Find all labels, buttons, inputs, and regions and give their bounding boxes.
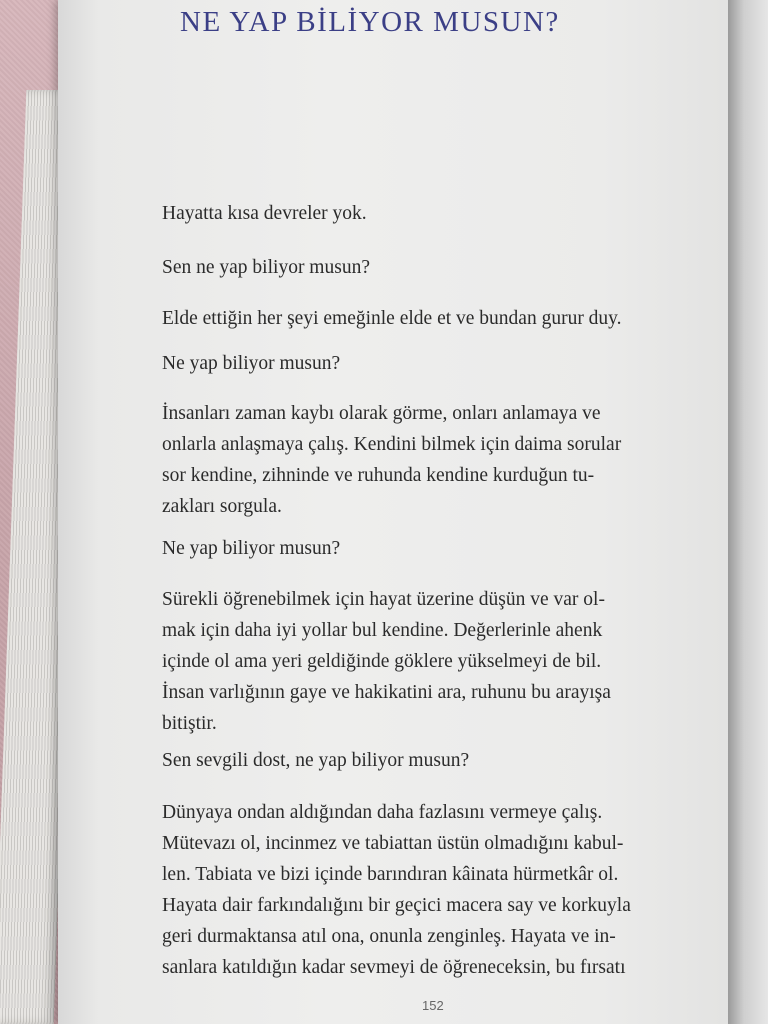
paragraph-line: geri durmaktansa atıl ona, onunla zenginleş. Hayata ve in- [162, 926, 616, 947]
paragraph-line: İnsan varlığının gaye ve hakikatini ara, ruhunu bu arayışa [162, 682, 611, 703]
paragraph-line: mak için daha iyi yollar bul kendine. Değerlerinle ahenk [162, 620, 603, 641]
body-line: Elde ettiğin her şeyi emeğinle elde et ve bundan gurur duy. [162, 308, 622, 329]
body-paragraph [162, 797, 698, 983]
paragraph-line: Mütevazı ol, incinmez ve tabiattan üstün olmadığını kabul- [162, 833, 624, 854]
paragraph-line: sanlara katıldığın kadar sevmeyi de öğreneceksin, bu fırsatı [162, 957, 626, 978]
paragraph-line: Hayata dair farkındalığını bir geçici macera say ve korkuyla [162, 895, 631, 916]
body-paragraph [162, 398, 698, 522]
body-line: Ne yap biliyor musun? [162, 538, 341, 559]
chapter-title: NE YAP BİLİYOR MUSUN? [180, 6, 560, 38]
paragraph-line: İnsanları zaman kaybı olarak görme, onları anlamaya ve [162, 403, 601, 424]
body-paragraph [162, 584, 698, 739]
paragraph-line: Sürekli öğrenebilmek için hayat üzerine düşün ve var ol- [162, 589, 605, 610]
paragraph-line: zakları sorgula. [162, 496, 282, 517]
paragraph-line: içinde ol ama yeri geldiğinde göklere yükselmeyi de bil. [162, 651, 602, 672]
paragraph-line: bitiştir. [162, 713, 217, 734]
paragraph-line: sor kendine, zihninde ve ruhunda kendine kurduğun tu- [162, 465, 595, 486]
paragraph-line: onlarla anlaşmaya çalış. Kendini bilmek için daima sorular [162, 434, 622, 455]
body-line: Hayatta kısa devreler yok. [162, 203, 367, 224]
body-line: Sen sevgili dost, ne yap biliyor musun? [162, 750, 470, 771]
paragraph-line: Dünyaya ondan aldığından daha fazlasını vermeye çalış. [162, 802, 603, 823]
book-gutter-shadow [728, 0, 768, 1024]
body-line: Sen ne yap biliyor musun? [162, 257, 370, 278]
paragraph-line: len. Tabiata ve bizi içinde barındıran kâinata hürmetkâr ol. [162, 864, 619, 885]
body-line: Ne yap biliyor musun? [162, 353, 341, 374]
page-number: 152 [422, 998, 444, 1013]
